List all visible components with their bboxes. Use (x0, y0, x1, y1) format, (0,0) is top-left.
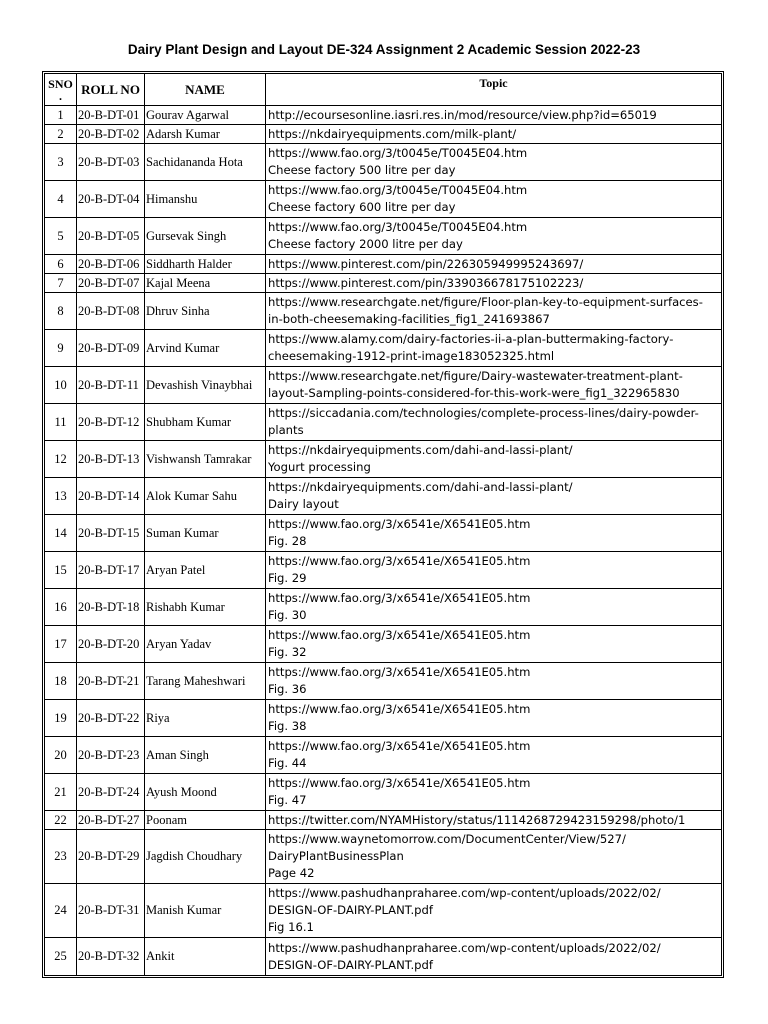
topic-line: https://www.researchgate.net/figure/Dairy-wastewater-treatment-plant- (268, 369, 683, 383)
row-topic (266, 478, 721, 515)
table-row (45, 106, 721, 125)
table-row (45, 663, 721, 700)
row-topic (266, 144, 721, 181)
row-topic (266, 663, 721, 700)
table-row (45, 218, 721, 255)
row-name: Aryan Patel (145, 552, 266, 589)
row-topic (266, 811, 721, 830)
topic-line: https://www.researchgate.net/figure/Floor-plan-key-to-equipment-surfaces- (268, 295, 703, 309)
row-sno: 21 (45, 774, 77, 811)
table-row (45, 811, 721, 830)
topic-line: https://www.fao.org/3/x6541e/X6541E05.htm (268, 554, 531, 568)
row-topic (266, 589, 721, 626)
topic-line: Cheese factory 600 litre per day (268, 200, 456, 214)
topic-line: DairyPlantBusinessPlan (268, 849, 404, 863)
table-row (45, 552, 721, 589)
row-sno: 12 (45, 441, 77, 478)
row-sno: 23 (45, 830, 77, 884)
row-roll-no: 20-B-DT-18 (77, 589, 145, 626)
row-topic (266, 404, 721, 441)
row-name: Shubham Kumar (145, 404, 266, 441)
table-row (45, 330, 721, 367)
row-name: Aryan Yadav (145, 626, 266, 663)
table-row (45, 144, 721, 181)
row-sno: 2 (45, 125, 77, 144)
row-sno: 10 (45, 367, 77, 404)
table-row (45, 774, 721, 811)
row-topic (266, 218, 721, 255)
row-sno: 16 (45, 589, 77, 626)
row-roll-no: 20-B-DT-08 (77, 293, 145, 330)
topic-line: https://www.pinterest.com/pin/339036678175102223/ (268, 275, 584, 290)
topic-line: https://www.waynetomorrow.com/DocumentCenter/View/527/ (268, 832, 626, 846)
row-roll-no: 20-B-DT-01 (77, 106, 145, 125)
row-sno: 22 (45, 811, 77, 830)
row-sno: 19 (45, 700, 77, 737)
header-name: NAME (145, 74, 266, 106)
row-name: Aman Singh (145, 737, 266, 774)
table-row (45, 367, 721, 404)
table-row (45, 884, 721, 938)
topic-line: https://www.fao.org/3/x6541e/X6541E05.htm (268, 665, 531, 679)
topic-line: https://www.fao.org/3/x6541e/X6541E05.htm (268, 591, 531, 605)
header-sno: SNO . (45, 74, 77, 106)
assignment-table (44, 73, 722, 976)
row-sno: 17 (45, 626, 77, 663)
row-roll-no: 20-B-DT-04 (77, 181, 145, 218)
topic-line: Dairy layout (268, 497, 339, 511)
row-topic (266, 367, 721, 404)
row-name: Ankit (145, 938, 266, 975)
row-roll-no: 20-B-DT-13 (77, 441, 145, 478)
row-name: Rishabh Kumar (145, 589, 266, 626)
header-row (45, 74, 721, 106)
table-row (45, 125, 721, 144)
topic-line: Cheese factory 500 litre per day (268, 163, 456, 177)
row-roll-no: 20-B-DT-24 (77, 774, 145, 811)
row-name: Gourav Agarwal (145, 106, 266, 125)
row-topic (266, 441, 721, 478)
row-sno: 3 (45, 144, 77, 181)
topic-line: Cheese factory 2000 litre per day (268, 237, 463, 251)
row-topic (266, 774, 721, 811)
row-roll-no: 20-B-DT-15 (77, 515, 145, 552)
row-name: Dhruv Sinha (145, 293, 266, 330)
row-roll-no: 20-B-DT-06 (77, 255, 145, 274)
row-topic (266, 255, 721, 274)
table-row (45, 830, 721, 884)
row-sno: 7 (45, 274, 77, 293)
row-topic (266, 626, 721, 663)
row-name: Siddharth Halder (145, 255, 266, 274)
row-name: Tarang Maheshwari (145, 663, 266, 700)
row-roll-no: 20-B-DT-14 (77, 478, 145, 515)
row-roll-no: 20-B-DT-05 (77, 218, 145, 255)
topic-line: Fig. 28 (268, 534, 307, 548)
row-roll-no: 20-B-DT-27 (77, 811, 145, 830)
row-name: Suman Kumar (145, 515, 266, 552)
row-topic (266, 330, 721, 367)
topic-line: plants (268, 423, 304, 437)
topic-line: Fig. 32 (268, 645, 307, 659)
topic-line: https://www.fao.org/3/x6541e/X6541E05.htm (268, 739, 531, 753)
row-roll-no: 20-B-DT-21 (77, 663, 145, 700)
row-roll-no: 20-B-DT-02 (77, 125, 145, 144)
topic-line: https://www.alamy.com/dairy-factories-ii-a-plan-buttermaking-factory- (268, 332, 674, 346)
row-name: Himanshu (145, 181, 266, 218)
row-sno: 9 (45, 330, 77, 367)
row-roll-no: 20-B-DT-20 (77, 626, 145, 663)
topic-line: in-both-cheesemaking-facilities_fig1_241693867 (268, 312, 550, 326)
row-name: Vishwansh Tamrakar (145, 441, 266, 478)
row-sno: 8 (45, 293, 77, 330)
topic-line: layout-Sampling-points-considered-for-this-work-were_fig1_322965830 (268, 386, 680, 400)
row-topic (266, 700, 721, 737)
row-roll-no: 20-B-DT-12 (77, 404, 145, 441)
topic-line: cheesemaking-1912-print-image183052325.html (268, 349, 555, 363)
table-row (45, 515, 721, 552)
row-topic (266, 884, 721, 938)
row-roll-no: 20-B-DT-03 (77, 144, 145, 181)
row-name: Riya (145, 700, 266, 737)
row-roll-no: 20-B-DT-29 (77, 830, 145, 884)
row-roll-no: 20-B-DT-32 (77, 938, 145, 975)
topic-line: https://www.fao.org/3/x6541e/X6541E05.htm (268, 776, 531, 790)
topic-line: Fig. 36 (268, 682, 307, 696)
table-row (45, 255, 721, 274)
topic-line: DESIGN-OF-DAIRY-PLANT.pdf (268, 957, 433, 972)
topic-line: https://www.pashudhanpraharee.com/wp-content/uploads/2022/02/ (268, 940, 661, 955)
row-topic (266, 830, 721, 884)
row-sno: 18 (45, 663, 77, 700)
row-name: Poonam (145, 811, 266, 830)
table-row (45, 626, 721, 663)
row-sno: 15 (45, 552, 77, 589)
topic-line: https://www.fao.org/3/x6541e/X6541E05.htm (268, 628, 531, 642)
table-row (45, 478, 721, 515)
row-topic (266, 274, 721, 293)
document-title: Dairy Plant Design and Layout DE-324 Assignment 2 Academic Session 2022-23 (127, 42, 641, 57)
row-topic (266, 106, 721, 125)
topic-line: Fig 16.1 (268, 920, 314, 934)
row-name: Devashish Vinaybhai (145, 367, 266, 404)
header-topic: Topic (266, 74, 721, 106)
row-sno: 11 (45, 404, 77, 441)
row-sno: 4 (45, 181, 77, 218)
topic-line: Fig. 29 (268, 571, 307, 585)
topic-line: https://www.pashudhanpraharee.com/wp-content/uploads/2022/02/ (268, 886, 661, 900)
row-roll-no: 20-B-DT-22 (77, 700, 145, 737)
topic-line: https://www.fao.org/3/t0045e/T0045E04.htm (268, 220, 528, 234)
row-topic (266, 181, 721, 218)
table-row (45, 274, 721, 293)
row-name: Manish Kumar (145, 884, 266, 938)
row-name: Arvind Kumar (145, 330, 266, 367)
table-row (45, 404, 721, 441)
table-body (45, 106, 721, 975)
topic-line: Fig. 47 (268, 793, 307, 807)
topic-line: https://www.fao.org/3/t0045e/T0045E04.htm (268, 146, 528, 160)
topic-line: https://www.fao.org/3/t0045e/T0045E04.htm (268, 183, 528, 197)
row-name: Ayush Moond (145, 774, 266, 811)
topic-line: https://nkdairyequipments.com/milk-plant/ (268, 126, 517, 141)
row-sno: 13 (45, 478, 77, 515)
row-name: Gursevak Singh (145, 218, 266, 255)
header-roll-no: ROLL NO (77, 74, 145, 106)
table-row (45, 589, 721, 626)
row-topic (266, 293, 721, 330)
topic-line: https://nkdairyequipments.com/dahi-and-lassi-plant/ (268, 443, 573, 457)
topic-line: Page 42 (268, 866, 315, 880)
table-row (45, 737, 721, 774)
topic-line: DESIGN-OF-DAIRY-PLANT.pdf (268, 903, 433, 917)
row-name: Alok Kumar Sahu (145, 478, 266, 515)
row-sno: 24 (45, 884, 77, 938)
row-topic (266, 737, 721, 774)
row-sno: 20 (45, 737, 77, 774)
row-topic (266, 938, 721, 975)
row-name: Jagdish Choudhary (145, 830, 266, 884)
row-topic (266, 552, 721, 589)
row-name: Sachidananda Hota (145, 144, 266, 181)
row-roll-no: 20-B-DT-23 (77, 737, 145, 774)
row-sno: 6 (45, 255, 77, 274)
row-roll-no: 20-B-DT-07 (77, 274, 145, 293)
row-roll-no: 20-B-DT-09 (77, 330, 145, 367)
topic-line: https://nkdairyequipments.com/dahi-and-lassi-plant/ (268, 480, 573, 494)
row-roll-no: 20-B-DT-11 (77, 367, 145, 404)
table-row (45, 700, 721, 737)
table-row (45, 293, 721, 330)
topic-line: https://www.fao.org/3/x6541e/X6541E05.htm (268, 517, 531, 531)
row-sno: 14 (45, 515, 77, 552)
topic-line: http://ecoursesonline.iasri.res.in/mod/resource/view.php?id=65019 (268, 107, 657, 122)
topic-line: Fig. 44 (268, 756, 307, 770)
row-roll-no: 20-B-DT-17 (77, 552, 145, 589)
row-sno: 5 (45, 218, 77, 255)
row-topic (266, 515, 721, 552)
row-name: Adarsh Kumar (145, 125, 266, 144)
row-topic (266, 125, 721, 144)
row-sno: 25 (45, 938, 77, 975)
table-row (45, 441, 721, 478)
row-name: Kajal Meena (145, 274, 266, 293)
row-roll-no: 20-B-DT-31 (77, 884, 145, 938)
table-row (45, 181, 721, 218)
row-sno: 1 (45, 106, 77, 125)
topic-line: https://twitter.com/NYAMHistory/status/1114268729423159298/photo/1 (268, 812, 686, 827)
topic-line: https://www.pinterest.com/pin/226305949995243697/ (268, 256, 584, 271)
table-row (45, 938, 721, 975)
topic-line: Yogurt processing (268, 460, 371, 474)
topic-line: https://siccadania.com/technologies/complete-process-lines/dairy-powder- (268, 406, 699, 420)
topic-line: Fig. 30 (268, 608, 307, 622)
topic-line: https://www.fao.org/3/x6541e/X6541E05.htm (268, 702, 531, 716)
topic-line: Fig. 38 (268, 719, 307, 733)
